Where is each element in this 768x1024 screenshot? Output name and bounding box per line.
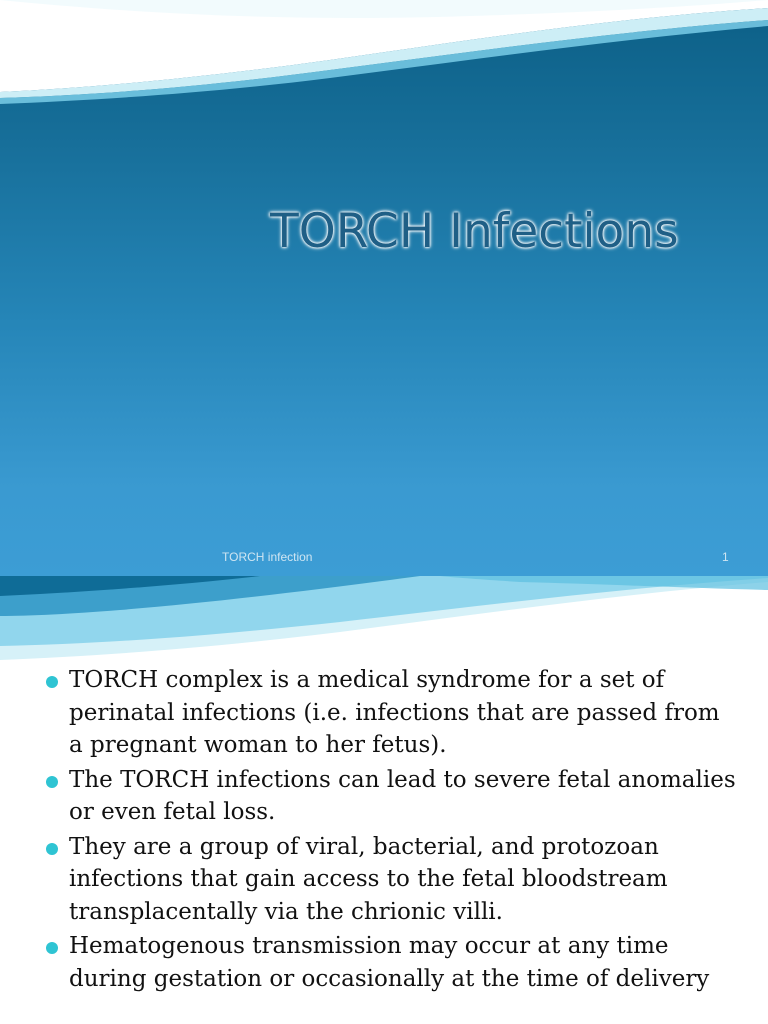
bullet-dot-icon (46, 776, 58, 788)
decorative-wave-header (0, 0, 768, 110)
decorative-wave-header (0, 576, 768, 666)
bullet-item (40, 831, 740, 929)
bullet-list (40, 664, 740, 997)
bullet-text: They are a group of viral, bacterial, and protozoan infections that gain access to the fetal bloodstream transplacentally via the chrionic villi. (69, 833, 668, 925)
slide-number: 1 (722, 550, 729, 564)
bullet-text: Hematogenous transmission may occur at any time during gestation or occasionally at the time of delivery (69, 933, 710, 992)
content-slide (0, 576, 768, 1024)
slide-footer: TORCH infection (222, 550, 313, 564)
bullet-text: TORCH complex is a medical syndrome for a set of perinatal infections (i.e. infections that are passed from a pregnant woman to her fetus). (69, 667, 720, 758)
slide-title: TORCH Infections (270, 204, 679, 259)
bullet-item (40, 764, 740, 829)
bullet-item (40, 930, 740, 995)
bullet-dot-icon (46, 676, 58, 688)
bullet-dot-icon (46, 843, 58, 855)
bullet-text: The TORCH infections can lead to severe fetal anomalies or even fetal loss. (69, 766, 736, 825)
bullet-item (40, 664, 740, 762)
bullet-dot-icon (46, 942, 58, 954)
